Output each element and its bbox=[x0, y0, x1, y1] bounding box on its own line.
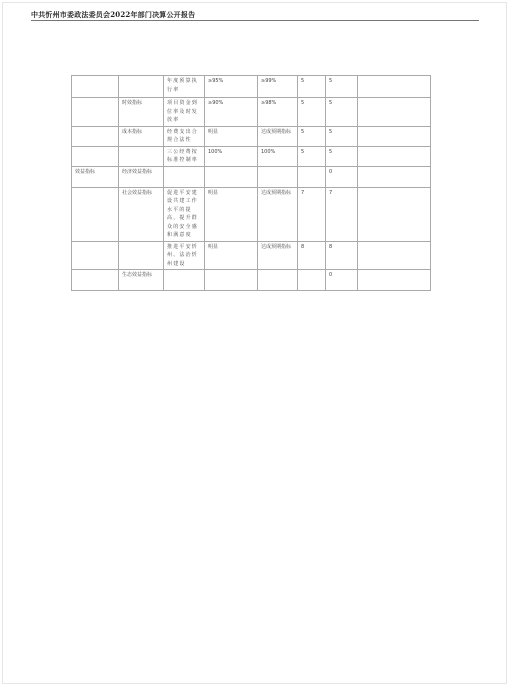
table-cell: 5 bbox=[326, 126, 358, 146]
table-cell: 0 bbox=[326, 270, 358, 291]
table-cell: 明显 bbox=[205, 187, 258, 241]
table-row bbox=[72, 166, 431, 187]
table-cell bbox=[164, 270, 205, 291]
table-cell: 项目资金到位率及时发放率 bbox=[164, 98, 205, 127]
table-cell bbox=[358, 187, 431, 241]
table-cell: 5 bbox=[298, 126, 326, 146]
table-cell: 成本指标 bbox=[119, 126, 164, 146]
table-row bbox=[72, 146, 431, 166]
table-cell: 5 bbox=[326, 76, 358, 98]
table-cell bbox=[72, 98, 119, 127]
table-cell: 生态效益指标 bbox=[119, 270, 164, 291]
table-cell bbox=[72, 126, 119, 146]
table-cell: 时效指标 bbox=[119, 98, 164, 127]
table-cell bbox=[72, 76, 119, 98]
table-cell: 促进平安建设共建工作水平的提高，提升群众的安全感和满意度 bbox=[164, 187, 205, 241]
table-cell: 效益指标 bbox=[72, 166, 119, 187]
table-row bbox=[72, 270, 431, 291]
table-cell: 年度预算执行率 bbox=[164, 76, 205, 98]
table-cell: 100% bbox=[258, 146, 298, 166]
table-cell: 达成预期指标 bbox=[258, 241, 298, 270]
table-cell: 8 bbox=[326, 241, 358, 270]
table-cell bbox=[358, 241, 431, 270]
table-cell bbox=[358, 166, 431, 187]
table-cell bbox=[358, 98, 431, 127]
table-cell bbox=[258, 270, 298, 291]
table-cell: 达成预期指标 bbox=[258, 187, 298, 241]
table-cell bbox=[72, 187, 119, 241]
table-cell bbox=[298, 166, 326, 187]
table-cell: 5 bbox=[298, 76, 326, 98]
header-rule bbox=[31, 20, 479, 21]
table-cell: 100% bbox=[205, 146, 258, 166]
table-row bbox=[72, 241, 431, 270]
table-cell bbox=[164, 166, 205, 187]
table-cell: 5 bbox=[326, 146, 358, 166]
page-header-title: 中共忻州市委政法委员会2022年部门决算公开报告 bbox=[31, 10, 196, 19]
table-cell bbox=[358, 126, 431, 146]
table-cell: ≥95% bbox=[205, 76, 258, 98]
table-cell bbox=[72, 146, 119, 166]
table-cell bbox=[358, 76, 431, 98]
table-row bbox=[72, 98, 431, 127]
table-cell: 5 bbox=[326, 98, 358, 127]
table-cell: ≥90% bbox=[205, 98, 258, 127]
table-cell bbox=[258, 166, 298, 187]
table-cell: 经费支出合规合法性 bbox=[164, 126, 205, 146]
table-cell: 8 bbox=[298, 241, 326, 270]
table-cell bbox=[119, 76, 164, 98]
table-row bbox=[72, 126, 431, 146]
table-cell bbox=[119, 241, 164, 270]
table-cell: 5 bbox=[298, 98, 326, 127]
table-cell bbox=[358, 270, 431, 291]
table-row bbox=[72, 187, 431, 241]
table-cell bbox=[72, 241, 119, 270]
table-cell bbox=[72, 270, 119, 291]
table-cell bbox=[205, 166, 258, 187]
table-cell bbox=[298, 270, 326, 291]
table-cell: 社会效益指标 bbox=[119, 187, 164, 241]
table-cell: 明显 bbox=[205, 241, 258, 270]
table-cell: 7 bbox=[298, 187, 326, 241]
table-cell: 推进平安忻州、法治忻州建设 bbox=[164, 241, 205, 270]
table-cell: 5 bbox=[298, 146, 326, 166]
table-cell bbox=[205, 270, 258, 291]
table-row bbox=[72, 76, 431, 98]
table-cell bbox=[119, 146, 164, 166]
table-cell: 经济效益指标 bbox=[119, 166, 164, 187]
table-cell: 达成预期指标 bbox=[258, 126, 298, 146]
table-cell: ≥99% bbox=[258, 76, 298, 98]
table-cell: 0 bbox=[326, 166, 358, 187]
table-cell: 三公经费按标准控制率 bbox=[164, 146, 205, 166]
performance-indicator-table bbox=[71, 75, 431, 291]
table-cell bbox=[358, 146, 431, 166]
table-cell: 7 bbox=[326, 187, 358, 241]
table-cell: 明显 bbox=[205, 126, 258, 146]
table-cell: ≥98% bbox=[258, 98, 298, 127]
